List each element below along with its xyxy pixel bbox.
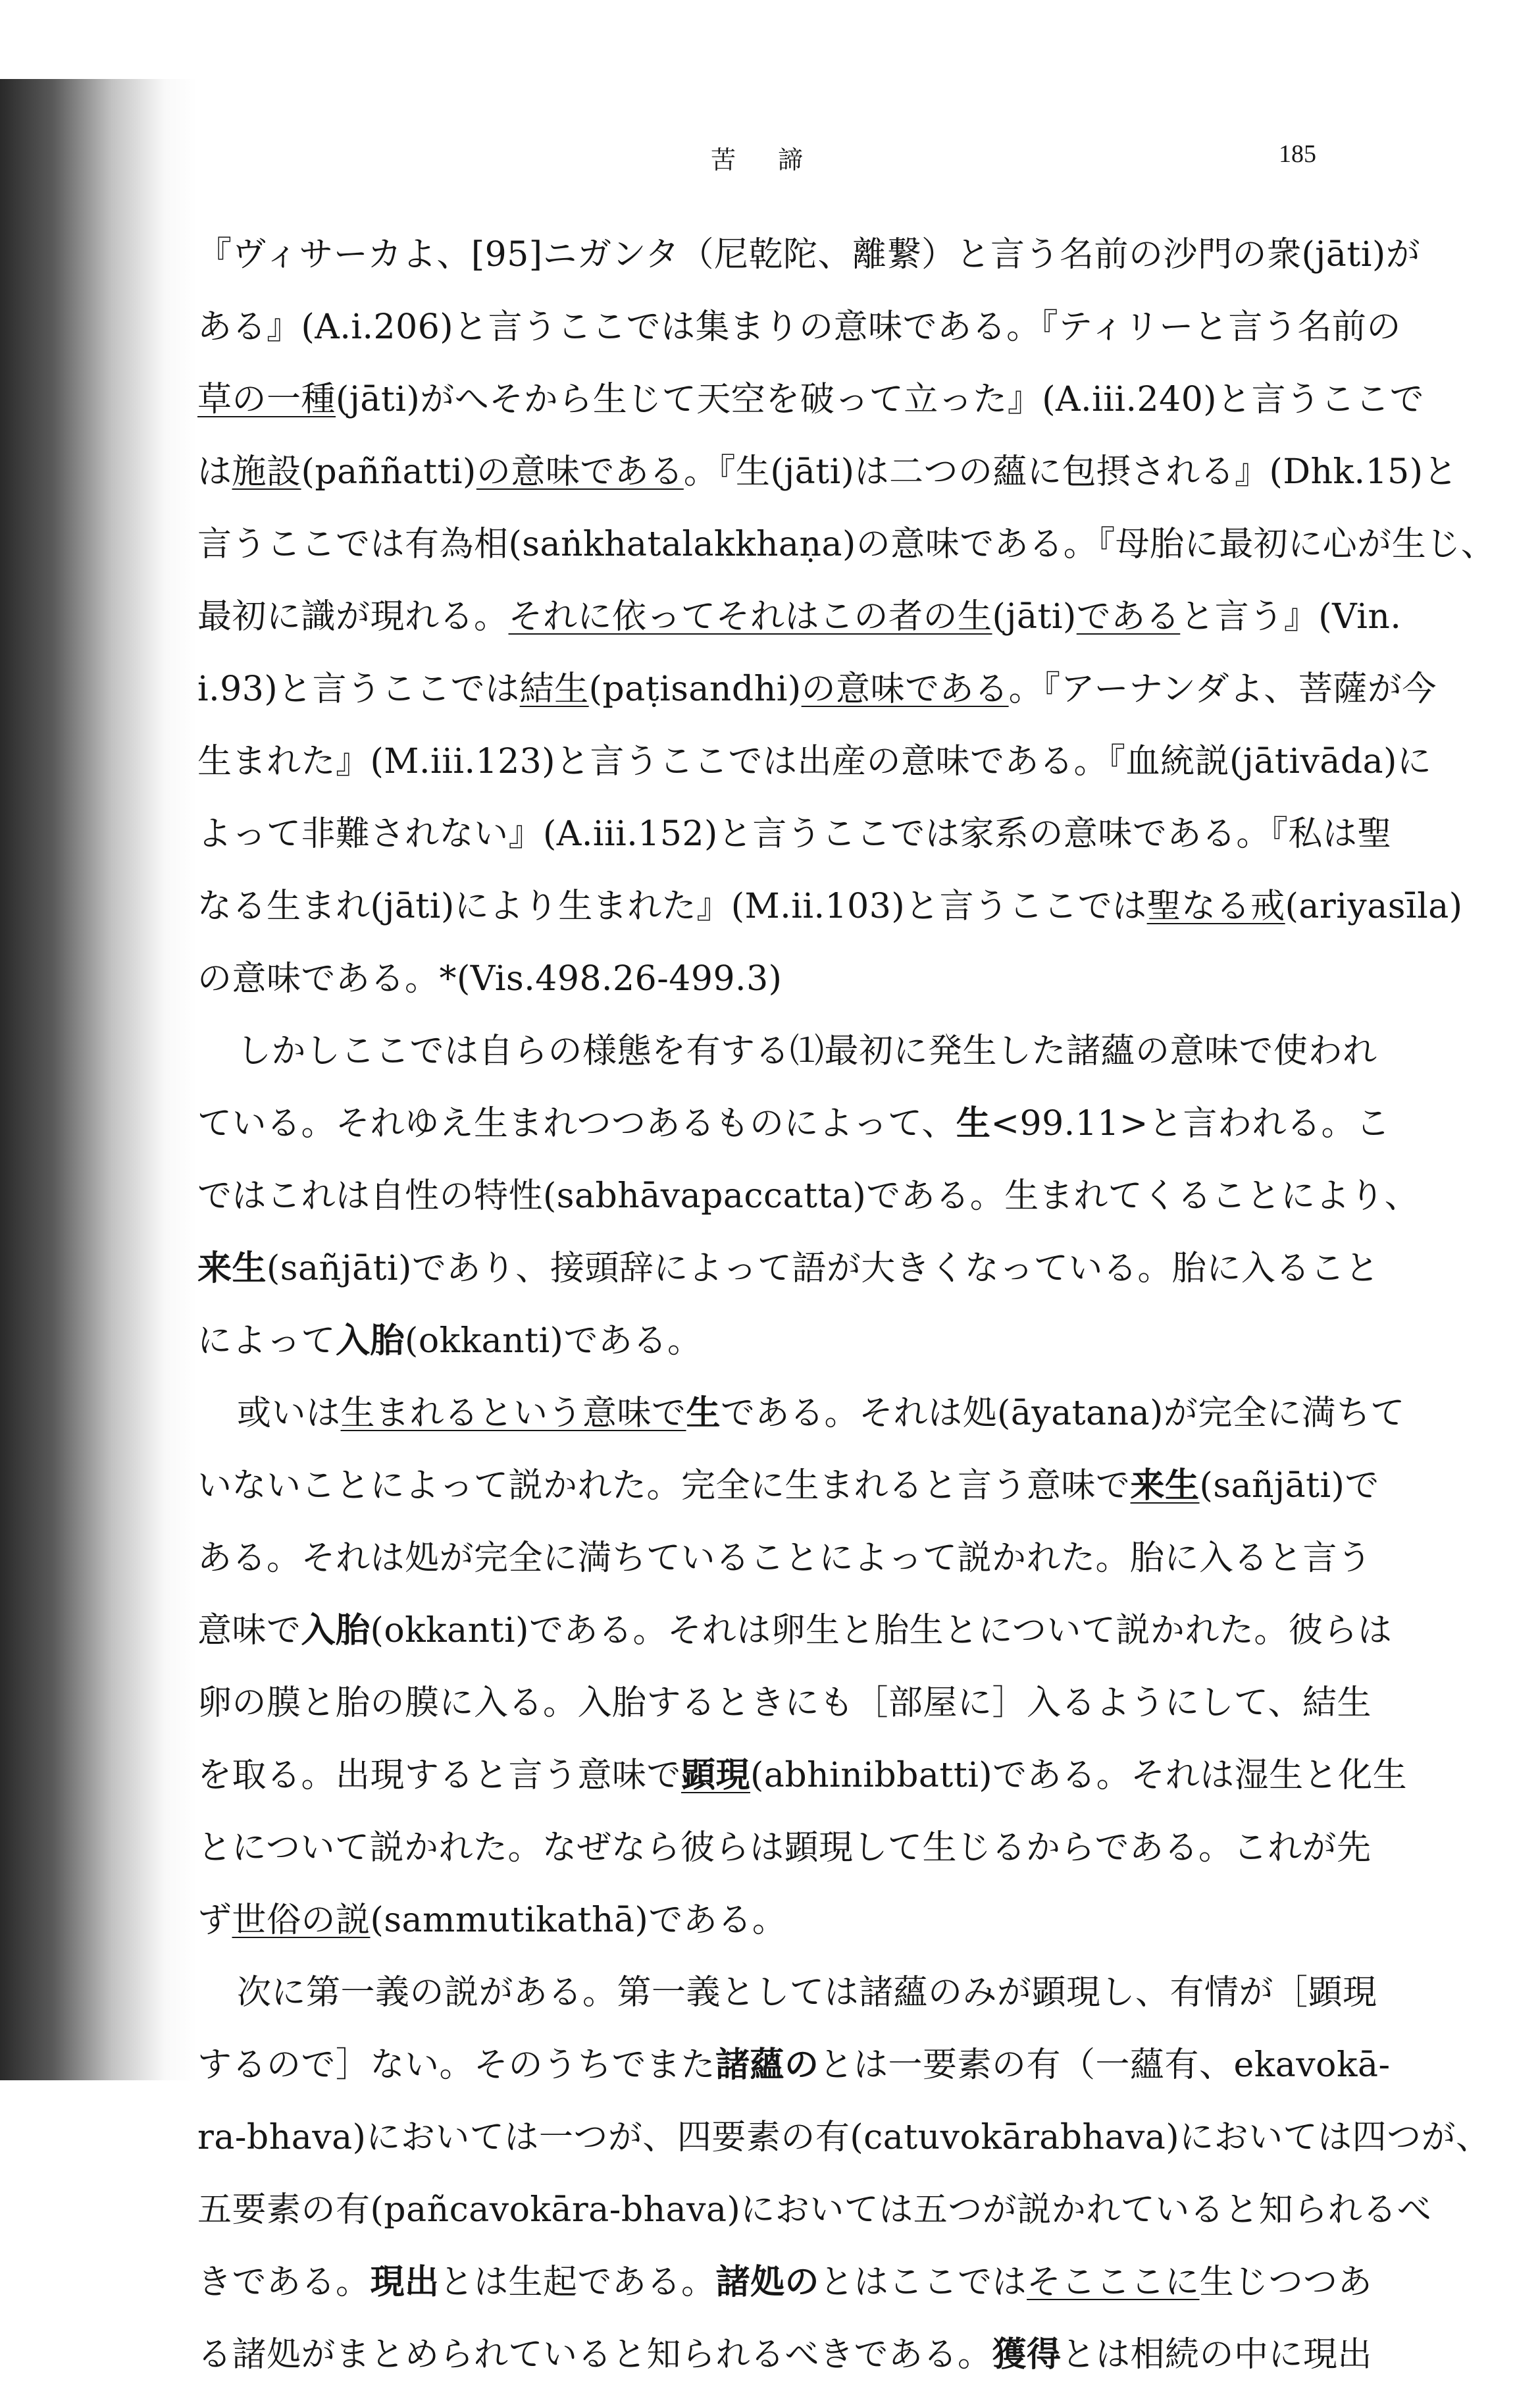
text-segment: なる生まれ(jāti)により生まれた』(M.ii.103)と言うここでは [197, 887, 1147, 926]
text-line [197, 581, 1402, 653]
paragraph [197, 1015, 1420, 1377]
bold-term: 顕現 [681, 1755, 751, 1795]
underlined-text: 生まれるという意味で [340, 1394, 686, 1433]
text-segment: と言う』(Vin. [1180, 597, 1402, 637]
text-segment: よって非難されない』(A.iii.152)と言うここでは家系の意味である。『私は聖 [197, 814, 1392, 854]
text-segment: 五要素の有(pañcavokāra-bhava)においては五つが説かれていると知られるべ [197, 2190, 1432, 2230]
text-line [197, 2246, 1373, 2319]
underlined-text: 世俗の説 [232, 1901, 371, 1940]
bold-term: 諸処の [715, 2262, 820, 2302]
text-segment: (abhinibbatti)である。それは湿生と化生 [750, 1756, 1408, 1795]
text-segment: ではこれは自性の特性(sabhāvapaccatta)である。生まれてくることにより、 [197, 1176, 1420, 1216]
text-line [197, 870, 1463, 943]
text-segment: <99.11>と言われる。こ [990, 1104, 1391, 1143]
bold-term: 入胎 [336, 1321, 405, 1361]
text-line [197, 1667, 1372, 1739]
text-segment: とについて説かれた。なぜなら彼らは顕現して生じるからである。これが先 [197, 1828, 1372, 1868]
text-segment: とは一要素の有（一蘊有、ekavokā- [819, 2045, 1391, 2085]
binding-shadow [0, 79, 197, 2080]
text-line [197, 1522, 1372, 1594]
text-line [197, 1450, 1379, 1522]
text-segment: ある。それは処が完全に満ちていることによって説かれた。胎に入ると言う [197, 1538, 1372, 1578]
text-line [197, 798, 1392, 870]
text-line [197, 943, 1343, 1015]
text-line [197, 1594, 1393, 1667]
text-segment: 最初に識が現れる。 [197, 597, 509, 637]
text-segment: (sañjāti)で [1199, 1466, 1379, 1506]
text-segment: (jāti) [992, 597, 1077, 637]
underlined-text: である [1076, 597, 1181, 637]
text-segment: 生まれた』(M.iii.123)と言うここでは出産の意味である。『血統説(jātivāda)に [197, 742, 1432, 781]
text-line [197, 1232, 1379, 1305]
text-line [197, 653, 1437, 725]
underlined-text: そこここに [1027, 2263, 1200, 2302]
text-segment: ある』(A.i.206)と言うここでは集まりの意味である。『ティリーと言う名前の [197, 307, 1401, 347]
text-segment: の意味である。*(Vis.498.26-499.3) [197, 959, 783, 999]
text-segment: i.93)と言うここでは [197, 670, 520, 709]
text-segment: る諸処がまとめられていると知られるべきである。 [197, 2335, 992, 2375]
running-title: 苦 諦 [710, 145, 821, 174]
paragraph [197, 219, 1496, 1015]
text-segment: によって [197, 1321, 336, 1361]
text-segment: ず [197, 1901, 232, 1940]
underlined-text: 施設 [232, 452, 301, 492]
text-segment: とは相続の中に現出 [1061, 2335, 1373, 2375]
text-line [197, 291, 1401, 363]
page-number: 185 [1279, 140, 1316, 168]
text-segment: 言うここでは有為相(saṅkhatalakkhaṇa)の意味である。『母胎に最初に心が生じ、 [197, 525, 1496, 564]
text-segment: は [197, 452, 232, 492]
text-segment: するので］ない。そのうちでまた [197, 2045, 715, 2085]
text-segment: 次に第一義の説がある。第一義としては諸蘊のみが顕現し、有情が［顕現 [237, 1973, 1377, 2012]
text-line [197, 1305, 1343, 1377]
underlined-text: それに依ってそれはこの者の生 [508, 597, 992, 637]
text-segment: 。『アーナンダよ、菩薩が今 [1008, 670, 1437, 709]
text-line [197, 725, 1432, 798]
text-segment: (sammutikathā)である。 [370, 1901, 787, 1940]
text-segment: きである。 [197, 2263, 371, 2302]
text-line [197, 436, 1458, 508]
bold-term: 入胎 [301, 1610, 371, 1650]
text-segment: しかしここでは自らの様態を有する⑴最初に発生した諸蘊の意味で使われ [237, 1032, 1377, 1071]
bold-term: 生 [956, 1103, 991, 1143]
bold-term: 生 [686, 1393, 721, 1433]
text-segment: (ariyasīla) [1285, 887, 1463, 926]
paragraph [197, 1377, 1408, 1957]
paragraph [197, 1957, 1491, 2391]
text-segment: (okkanti)である。 [405, 1321, 702, 1361]
text-line [197, 1957, 1377, 2029]
underlined-text: 聖なる戒 [1146, 887, 1285, 926]
text-line [197, 363, 1425, 436]
bold-term: 諸蘊の [715, 2045, 819, 2085]
text-segment: (okkanti)である。それは卵生と胎生とについて説かれた。彼らは [370, 1611, 1393, 1650]
text-line [197, 219, 1421, 291]
text-segment: 卵の膜と胎の膜に入る。入胎するときにも［部屋に］入るようにして、結生 [197, 1683, 1372, 1723]
text-segment: 意味で [197, 1611, 301, 1650]
bold-term: 来生 [1130, 1465, 1200, 1506]
underlined-text: 結生 [519, 670, 589, 709]
text-line [197, 1739, 1408, 1812]
text-segment: 『ヴィサーカよ、[95]ニガンタ（尼乾陀、離繋）と言う名前の沙門の衆(jāti)が [197, 235, 1421, 275]
text-line [197, 2029, 1391, 2101]
text-line [197, 1884, 1343, 1957]
text-segment: ている。それゆえ生まれつつあるものによって、 [197, 1104, 956, 1143]
text-line [197, 2101, 1491, 2174]
text-segment: (sañjāti)であり、接頭辞によって語が大きくなっている。胎に入ること [267, 1249, 1379, 1288]
underlined-text: 草の一種 [197, 380, 336, 419]
text-line [197, 1015, 1377, 1088]
bold-term: 来生 [197, 1248, 267, 1288]
bold-term: 現出 [370, 2262, 440, 2302]
text-segment: (paññatti) [301, 452, 476, 492]
text-line [197, 1812, 1372, 1884]
text-segment: (paṭisandhi) [588, 670, 802, 709]
bold-term: 獲得 [992, 2334, 1062, 2375]
text-line [197, 508, 1496, 581]
underlined-text: の意味である [476, 452, 684, 492]
text-segment: を取る。出現すると言う意味で [197, 1756, 682, 1795]
text-segment: (jāti)がへそから生じて天空を破って立った』(A.iii.240)と言うここで [336, 380, 1425, 419]
text-line [197, 1160, 1420, 1232]
text-line [197, 2174, 1432, 2246]
text-segment: 生じつつあ [1199, 2263, 1373, 2302]
body-text [197, 219, 1496, 2391]
text-segment: 。『生(jāti)は二つの蘊に包摂される』(Dhk.15)と [683, 452, 1458, 492]
page-header [197, 140, 1316, 179]
text-segment: とはここでは [819, 2263, 1027, 2302]
text-segment: とは生起である。 [439, 2263, 716, 2302]
text-segment: 或いは [237, 1394, 341, 1433]
text-segment: である。それは処(āyatana)が完全に満ちて [721, 1394, 1405, 1433]
text-segment: いないことによって説かれた。完全に生まれると言う意味で [197, 1466, 1131, 1506]
text-line [197, 1377, 1405, 1450]
text-segment: ra-bhava)においては一つが、四要素の有(catuvokārabhava)においては四つが、 [197, 2118, 1491, 2157]
text-line [197, 1088, 1391, 1160]
underlined-text: の意味である [801, 670, 1009, 709]
text-line [197, 2319, 1373, 2391]
